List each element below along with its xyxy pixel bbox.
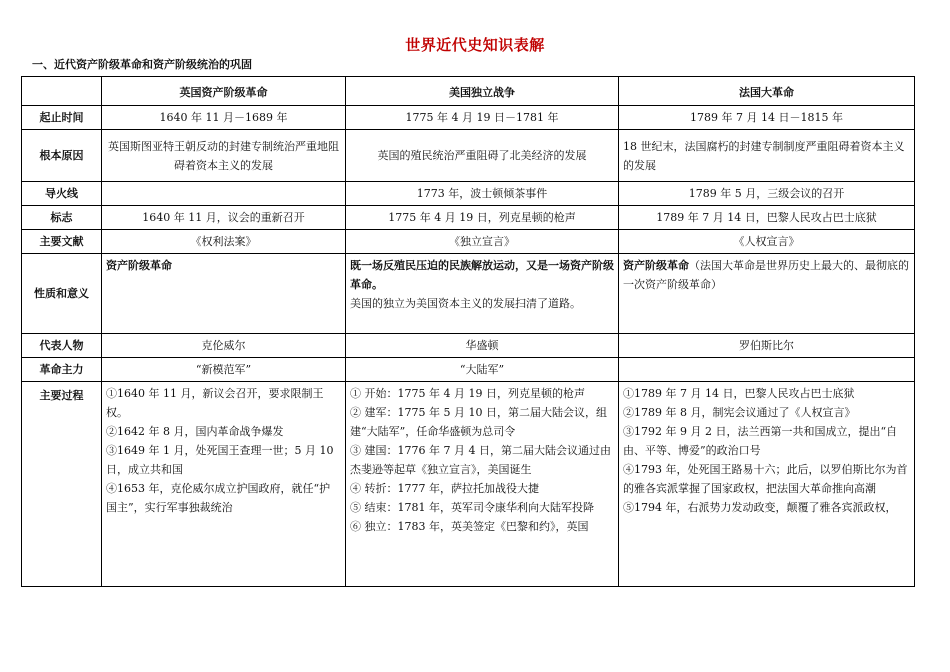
- cell-america-start-end: 1775 年 4 月 19 日－1781 年: [346, 106, 619, 130]
- header-blank: [22, 77, 102, 106]
- america-process-item: ⑥ 独立：1783 年，英美签定《巴黎和约》，英国: [350, 520, 589, 533]
- table-row: [22, 130, 915, 182]
- america-process-item: ② 建军：1775 年 5 月 10 日，第二届大陆会议，组建“大陆军”，任命华盛顿为总司令: [350, 406, 607, 438]
- england-process-item: ①1640 年 11 月，新议会召开，要求限制王权。: [106, 387, 324, 419]
- cell-england-document: 《权利法案》: [102, 230, 346, 254]
- france-process-item: ①1789 年 7 月 14 日，巴黎人民攻占巴士底狱: [623, 387, 855, 400]
- america-nature-bold: 既一场反殖民压迫的民族解放运动，又是一场资产阶级革命。: [350, 259, 614, 291]
- cell-england-process: [102, 382, 346, 587]
- cell-england-nature: [102, 254, 346, 334]
- england-process-item: ③1649 年 1 月，处死国王查理一世；5 月 10 日，成立共和国: [106, 444, 334, 476]
- cell-france-process: [619, 382, 915, 587]
- row-label-process: 主要过程: [22, 382, 102, 587]
- row-label-trigger: 导火线: [22, 182, 102, 206]
- france-process-item: ③1792 年 9 月 2 日，法兰西第一共和国成立，提出“自由、平等、博爱”的政治口号: [623, 425, 898, 457]
- cell-france-army: [619, 358, 915, 382]
- header-row: [22, 77, 915, 106]
- cell-america-army: “大陆军”: [346, 358, 619, 382]
- row-label-nature: 性质和意义: [22, 254, 102, 334]
- cell-england-root-cause: 英国斯图亚特王朝反动的封建专制统治严重地阻碍着资本主义的发展: [102, 130, 346, 182]
- france-process-item: ②1789 年 8 月，制宪会议通过了《人权宣言》: [623, 406, 856, 419]
- england-process-item: ②1642 年 8 月，国内革命战争爆发: [106, 425, 284, 438]
- table-row: [22, 182, 915, 206]
- france-process-item: ④1793 年，处死国王路易十六；此后，以罗伯斯比尔为首的雅各宾派掌握了国家政权，把法国大革命推向高潮: [623, 463, 908, 495]
- cell-france-root-cause: 18 世纪末，法国腐朽的封建专制制度严重阻碍着资本主义的发展: [619, 130, 915, 182]
- england-nature-bold: 资产阶级革命: [106, 259, 172, 272]
- cell-england-figures: 克伦威尔: [102, 334, 346, 358]
- table-row: [22, 230, 915, 254]
- france-process-item: ⑤1794 年，右派势力发动政变，颠覆了雅各宾派政权，: [623, 501, 897, 514]
- header-america: 美国独立战争: [346, 77, 619, 106]
- row-label-symbol: 标志: [22, 206, 102, 230]
- america-process-item: ③ 建国：1776 年 7 月 4 日，第二届大陆会议通过由杰斐逊等起草《独立宣言》，美国诞生: [350, 444, 611, 476]
- cell-france-nature: [619, 254, 915, 334]
- america-process-item: ④ 转折：1777 年，萨拉托加战役大捷: [350, 482, 539, 495]
- cell-america-process: [346, 382, 619, 587]
- table-row: [22, 334, 915, 358]
- page-title: 世界近代史知识表解: [405, 36, 545, 54]
- cell-france-symbol: 1789 年 7 月 14 日，巴黎人民攻占巴士底狱: [619, 206, 915, 230]
- america-process-item: ① 开始：1775 年 4 月 19 日，列克星顿的枪声: [350, 387, 585, 400]
- america-process-item: ⑤ 结束：1781 年，英军司令康华利向大陆军投降: [350, 501, 594, 514]
- row-label-root-cause: 根本原因: [22, 130, 102, 182]
- cell-england-army: “新模范军”: [102, 358, 346, 382]
- cell-america-figures: 华盛顿: [346, 334, 619, 358]
- cell-america-root-cause: 英国的殖民统治严重阻碍了北美经济的发展: [346, 130, 619, 182]
- row-label-army: 革命主力: [22, 358, 102, 382]
- cell-england-trigger: [102, 182, 346, 206]
- cell-england-symbol: 1640 年 11 月，议会的重新召开: [102, 206, 346, 230]
- cell-america-document: 《独立宣言》: [346, 230, 619, 254]
- table-row: [22, 254, 915, 334]
- section-heading: 一、近代资产阶级革命和资产阶级统治的巩固: [32, 58, 252, 71]
- cell-france-start-end: 1789 年 7 月 14 日－1815 年: [619, 106, 915, 130]
- table-row: [22, 206, 915, 230]
- cell-france-figures: 罗伯斯比尔: [619, 334, 915, 358]
- england-process-item: ④1653 年，克伦威尔成立护国政府，就任“护国主”，实行军事独裁统治: [106, 482, 331, 514]
- cell-america-symbol: 1775 年 4 月 19 日，列克星顿的枪声: [346, 206, 619, 230]
- row-label-document: 主要文献: [22, 230, 102, 254]
- france-nature-bold: 资产阶级革命: [623, 259, 689, 272]
- cell-france-document: 《人权宣言》: [619, 230, 915, 254]
- cell-america-trigger: 1773 年，波士顿倾茶事件: [346, 182, 619, 206]
- table-row: [22, 382, 915, 587]
- table-row: [22, 106, 915, 130]
- cell-america-nature: [346, 254, 619, 334]
- row-label-figures: 代表人物: [22, 334, 102, 358]
- america-nature-text: 美国的独立为美国资本主义的发展扫清了道路。: [350, 297, 581, 310]
- history-table: [21, 76, 915, 587]
- table-row: [22, 358, 915, 382]
- header-england: 英国资产阶级革命: [102, 77, 346, 106]
- header-france: 法国大革命: [619, 77, 915, 106]
- cell-france-trigger: 1789 年 5 月，三级会议的召开: [619, 182, 915, 206]
- row-label-start-end: 起止时间: [22, 106, 102, 130]
- cell-england-start-end: 1640 年 11 月－1689 年: [102, 106, 346, 130]
- france-nature-text: （法国大革命是世界历史上最大的、最彻底的一次资产阶级革命）: [623, 259, 909, 291]
